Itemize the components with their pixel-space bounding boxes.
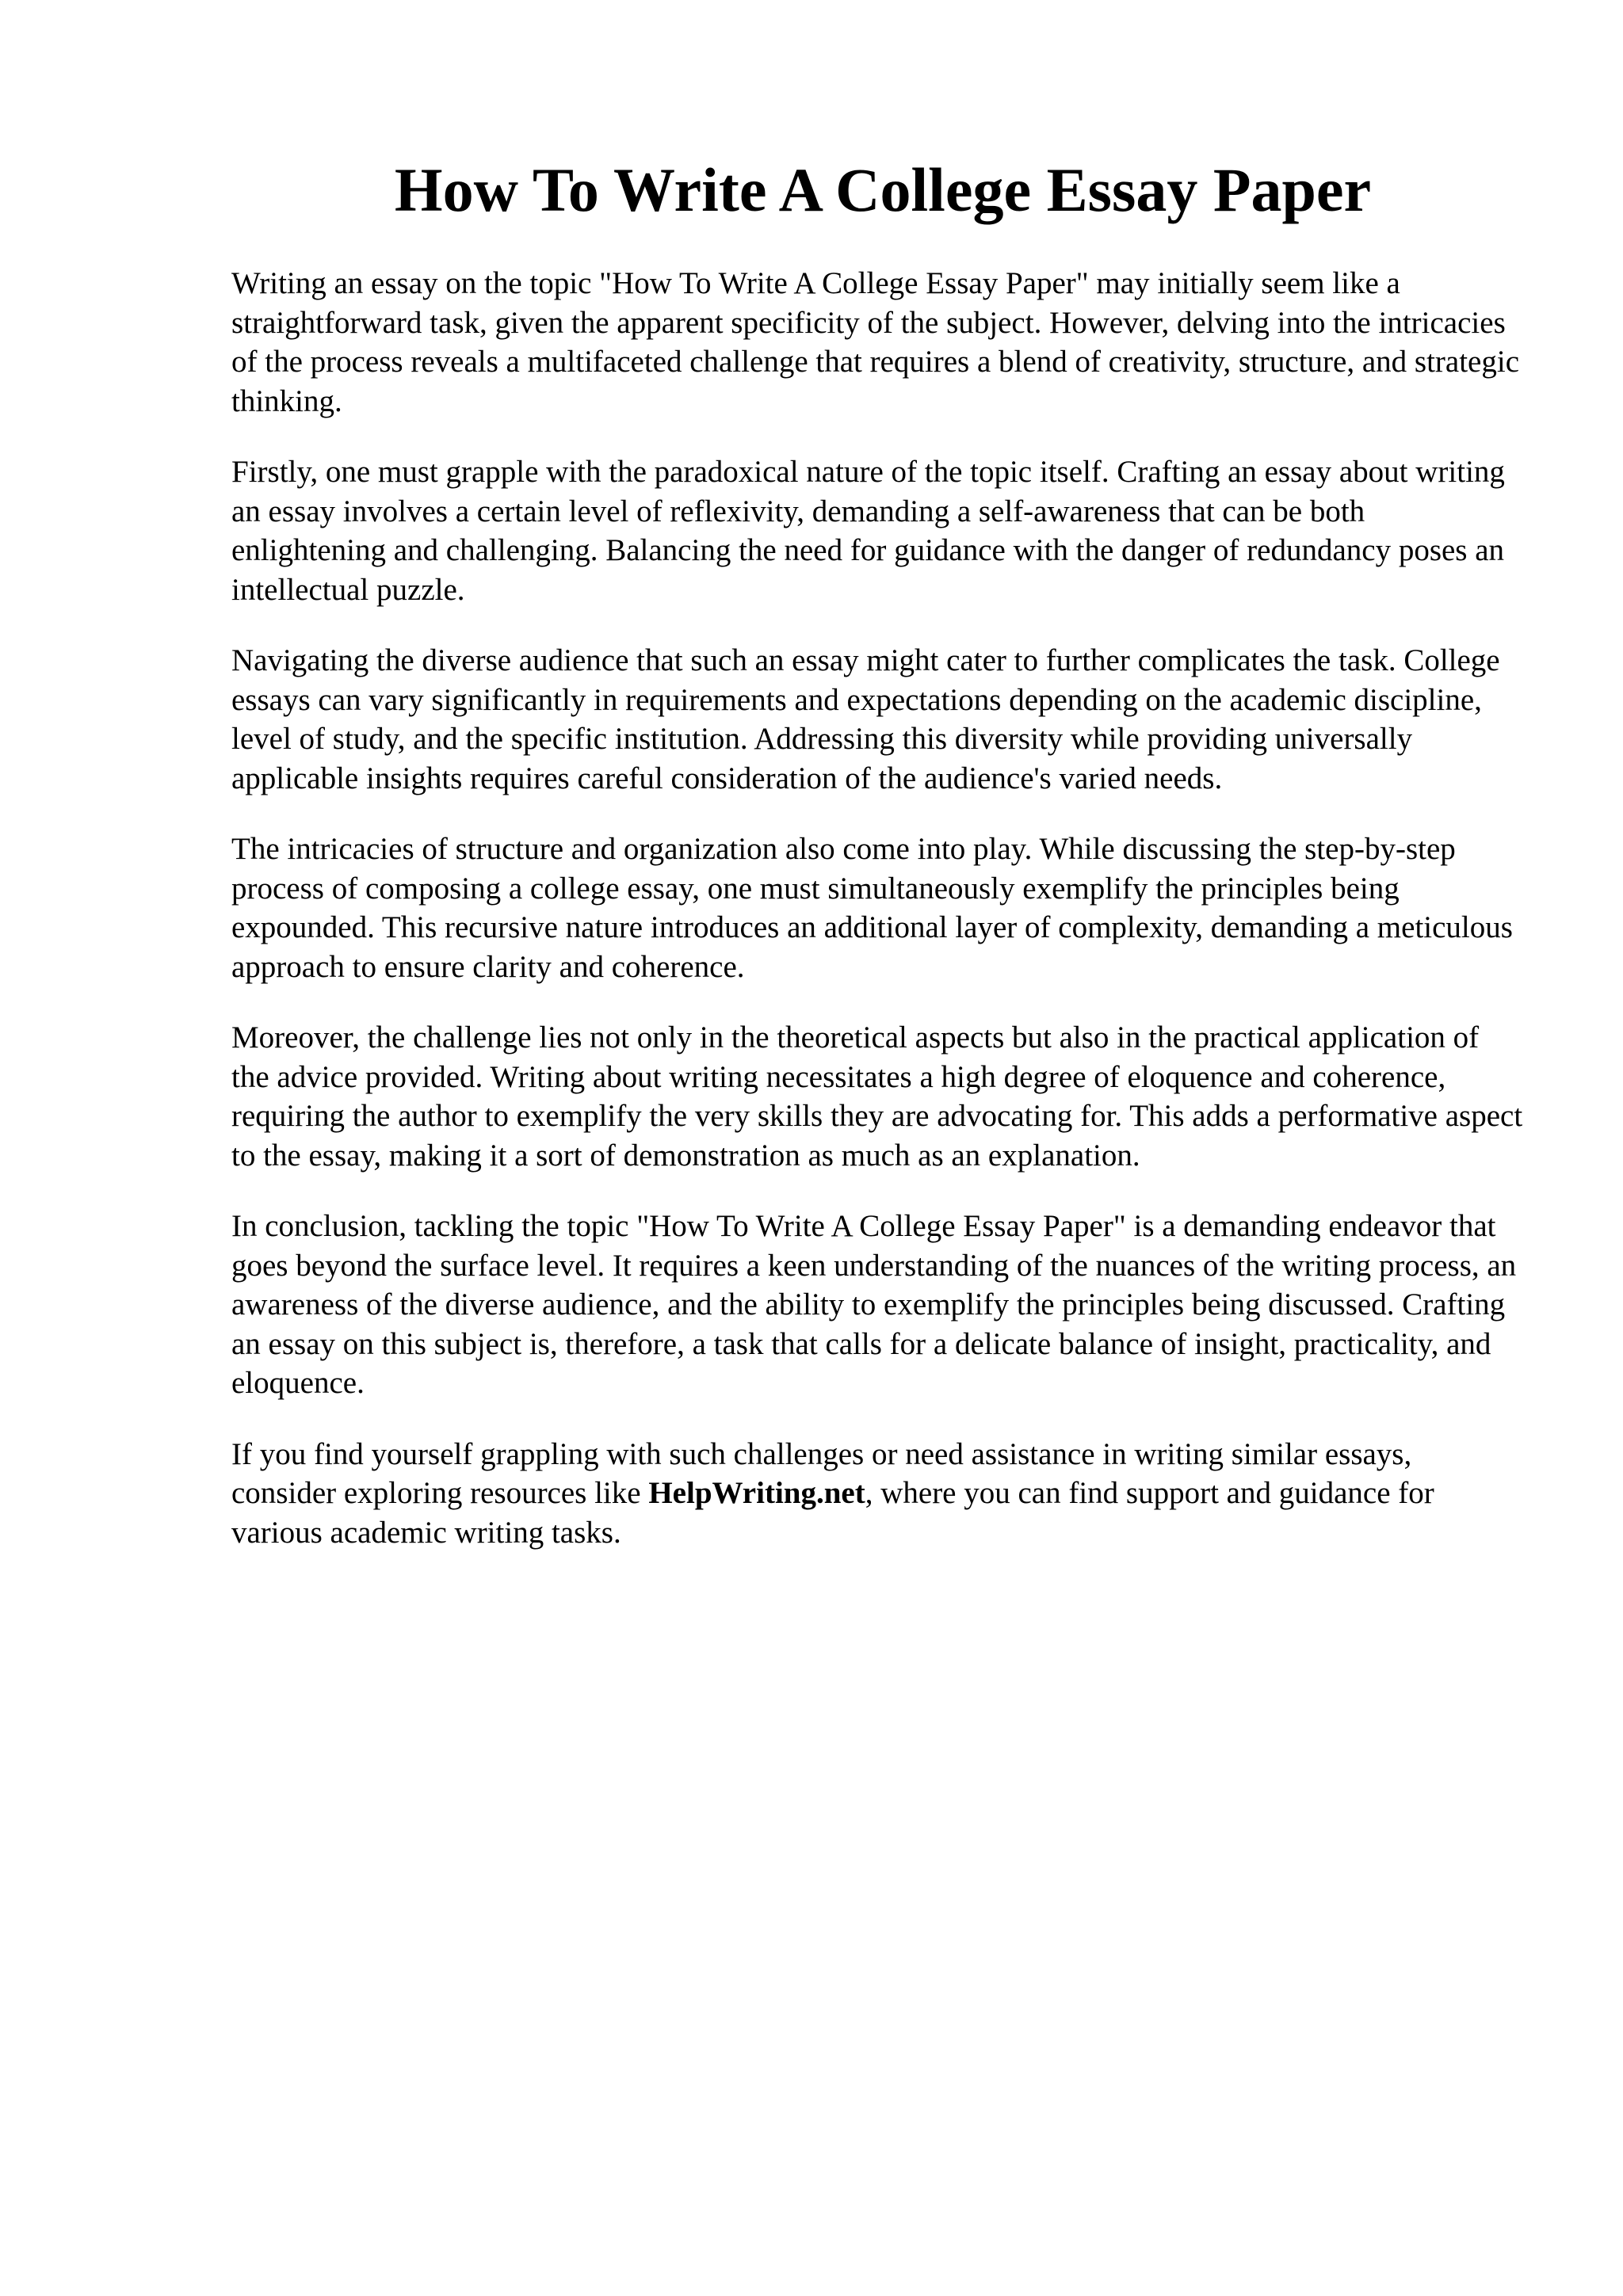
page-title: How To Write A College Essay Paper bbox=[394, 155, 1372, 224]
helpwriting-link[interactable]: HelpWriting.net bbox=[648, 1476, 865, 1510]
closing-text-after: , where you can find support and guidance for various academic writing tasks. bbox=[231, 1476, 1434, 1550]
closing-text-before: If you find yourself grappling with such challenges or need assistance in writing similar essays, consider exploring resources like bbox=[231, 1436, 1412, 1510]
paragraph-intro: Writing an essay on the topic "How To Write A College Essay Paper" may initially seem like a straightforward task, given the apparent specificity of the subject. However, delving into the intricacies of the process reveals a multifaceted challenge that requires a blend of creativity, structure, and strategic thinking. bbox=[231, 266, 1520, 418]
essay-body bbox=[231, 264, 1523, 1584]
paragraph-structure: The intricacies of structure and organization also come into play. While discussing the step-by-step process of composing a college essay, one must simultaneously exemplify the principles being expounded. This recursive nature introduces an additional layer of complexity, demanding a meticulous approach to ensure clarity and coherence. bbox=[231, 832, 1513, 984]
paragraph-conclusion: In conclusion, tackling the topic "How To Write A College Essay Paper" is a demanding endeavor that goes beyond the surface level. It requires a keen understanding of the nuances of the writing process, an awareness of the diverse audience, and the ability to exemplify the principles being discussed. Crafting an essay on this subject is, therefore, a task that calls for a delicate balance of insight, practicality, and eloquence. bbox=[231, 1209, 1517, 1400]
paragraph-paradox: Firstly, one must grapple with the paradoxical nature of the topic itself. Crafting an essay about writing an essay involves a certain level of reflexivity, demanding a self-awareness that can be both enlightening and challenging. Balancing the need for guidance with the danger of redundancy poses an intellectual puzzle. bbox=[231, 455, 1505, 607]
paragraph-practical: Moreover, the challenge lies not only in the theoretical aspects but also in the practical application of the advice provided. Writing about writing necessitates a high degree of eloquence and coherence, requiring the author to exemplify the very skills they are advocating for. This adds a performative aspect to the essay, making it a sort of demonstration as much as an explanation. bbox=[231, 1020, 1523, 1173]
paragraph-audience: Navigating the diverse audience that such an essay might cater to further complicates the task. College essays can vary significantly in requirements and expectations depending on the academic discipline, level of study, and the specific institution. Addressing this diversity while providing universally applicable insights requires careful consideration of the audience's varied needs. bbox=[231, 643, 1500, 795]
paragraph-closing bbox=[231, 1435, 1523, 1553]
